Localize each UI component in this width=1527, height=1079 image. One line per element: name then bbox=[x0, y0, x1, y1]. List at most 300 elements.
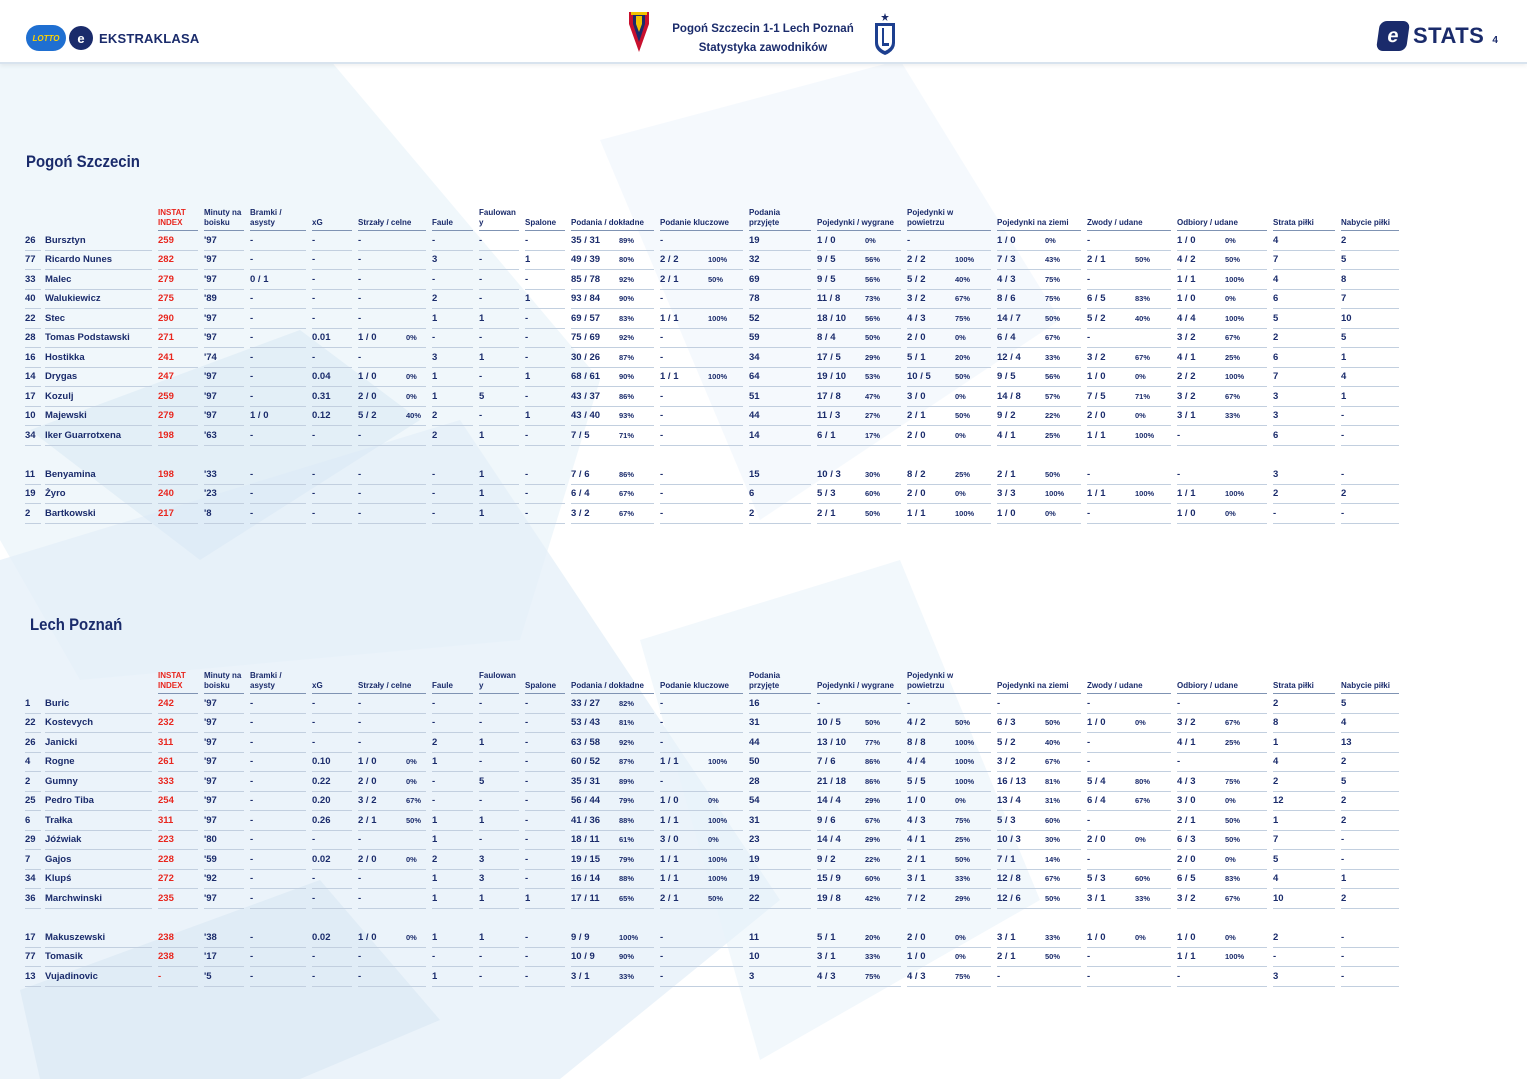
cell-shots: - bbox=[358, 967, 426, 987]
percentage: 83% bbox=[619, 313, 635, 323]
value: 17 / 8 bbox=[817, 390, 841, 402]
cell-ball-losses: 3 bbox=[1273, 387, 1335, 407]
table-row bbox=[25, 811, 1403, 831]
cell-ground-duels bbox=[997, 889, 1081, 909]
percentage: 67% bbox=[619, 508, 635, 518]
percentage: 0% bbox=[406, 854, 417, 864]
cell-aerial-duels bbox=[907, 967, 991, 987]
cell-offsides: - bbox=[525, 870, 565, 890]
value: 2 / 1 bbox=[1177, 814, 1196, 826]
percentage: 100% bbox=[1135, 489, 1155, 499]
cell-passes bbox=[571, 348, 654, 368]
player-name: Trałka bbox=[45, 811, 152, 831]
cell-shots: - bbox=[358, 504, 426, 524]
column-header-ground-duels: Pojedynki na ziemi bbox=[997, 670, 1081, 694]
cell-goals-assists: - bbox=[250, 831, 306, 851]
cell-offsides: - bbox=[525, 928, 565, 948]
percentage: 56% bbox=[865, 313, 881, 323]
cell-fouled: - bbox=[479, 753, 519, 773]
percentage: 0% bbox=[708, 796, 719, 806]
value: - bbox=[1177, 756, 1181, 768]
percentage: 33% bbox=[1135, 893, 1151, 903]
value: 4 / 2 bbox=[907, 717, 926, 729]
cell-duels bbox=[817, 504, 901, 524]
cell-fouled: - bbox=[479, 967, 519, 987]
value: 6 / 3 bbox=[997, 717, 1016, 729]
cell-received-passes: 19 bbox=[749, 231, 811, 251]
percentage: 88% bbox=[619, 874, 635, 884]
value: 1 / 0 bbox=[1177, 234, 1196, 246]
cell-goals-assists: - bbox=[250, 733, 306, 753]
cell-aerial-duels bbox=[907, 831, 991, 851]
value: 93 / 84 bbox=[571, 293, 601, 305]
value: 1 / 0 bbox=[1177, 507, 1196, 519]
value: 14 / 7 bbox=[997, 312, 1021, 324]
cell-duels bbox=[817, 889, 901, 909]
cell-key-passes bbox=[660, 465, 743, 485]
percentage: 61% bbox=[619, 835, 635, 845]
cell-shots: - bbox=[358, 694, 426, 714]
value: - bbox=[817, 697, 821, 709]
percentage: 60% bbox=[1045, 815, 1061, 825]
value: 49 / 39 bbox=[571, 254, 601, 266]
cell-goals-assists: - bbox=[250, 792, 306, 812]
percentage: 50% bbox=[1225, 835, 1241, 845]
value: 5 / 2 bbox=[358, 410, 377, 422]
percentage: 75% bbox=[955, 313, 971, 323]
value: 1 / 0 bbox=[907, 951, 926, 963]
cell-minutes: '80 bbox=[204, 831, 244, 851]
cell-fouled: 1 bbox=[479, 811, 519, 831]
value: - bbox=[907, 234, 911, 246]
percentage: 60% bbox=[1135, 874, 1151, 884]
player-number: 17 bbox=[25, 387, 41, 407]
percentage: 0% bbox=[1225, 235, 1236, 245]
column-header-aerial-duels: Pojedynki w powietrzu bbox=[907, 207, 991, 231]
value: 9 / 5 bbox=[817, 254, 836, 266]
column-header-tackles: Odbiory / udane bbox=[1177, 207, 1267, 231]
value: 12 / 8 bbox=[997, 873, 1021, 885]
cell-goals-assists: - bbox=[250, 714, 306, 734]
cell-ball-losses: 4 bbox=[1273, 231, 1335, 251]
cell-xg: - bbox=[312, 967, 352, 987]
value: 2 / 0 bbox=[907, 332, 926, 344]
cell-ball-recoveries: - bbox=[1341, 407, 1399, 427]
value: 2 / 0 bbox=[907, 429, 926, 441]
value: - bbox=[660, 717, 664, 729]
cell-aerial-duels bbox=[907, 772, 991, 792]
cell-ball-losses: 2 bbox=[1273, 694, 1335, 714]
cell-fouls: - bbox=[432, 792, 473, 812]
cell-instat-index: 238 bbox=[158, 948, 198, 968]
value: 4 / 3 bbox=[1177, 775, 1196, 787]
value: 5 / 2 bbox=[907, 273, 926, 285]
player-name: Majewski bbox=[45, 407, 152, 427]
cell-duels bbox=[817, 407, 901, 427]
cell-ball-losses: - bbox=[1273, 504, 1335, 524]
player-number: 77 bbox=[25, 948, 41, 968]
percentage: 87% bbox=[619, 352, 635, 362]
cell-fouled: 1 bbox=[479, 504, 519, 524]
player-number: 10 bbox=[25, 407, 41, 427]
value: 1 / 0 bbox=[907, 795, 926, 807]
cell-ball-recoveries: 10 bbox=[1341, 309, 1399, 329]
cell-minutes: '97 bbox=[204, 368, 244, 388]
player-number: 11 bbox=[25, 465, 41, 485]
cell-instat-index: 271 bbox=[158, 329, 198, 349]
player-number: 4 bbox=[25, 753, 41, 773]
value: 10 / 5 bbox=[817, 717, 841, 729]
value: 11 / 3 bbox=[817, 410, 841, 422]
percentage: 67% bbox=[406, 796, 422, 806]
cell-ball-recoveries: 2 bbox=[1341, 231, 1399, 251]
cell-key-passes bbox=[660, 928, 743, 948]
player-name: Tomas Podstawski bbox=[45, 329, 152, 349]
cell-tackles bbox=[1177, 831, 1267, 851]
cell-fouled: - bbox=[479, 407, 519, 427]
percentage: 0% bbox=[1225, 854, 1236, 864]
table-row bbox=[25, 948, 1403, 968]
percentage: 88% bbox=[619, 815, 635, 825]
cell-key-passes bbox=[660, 811, 743, 831]
cell-minutes: '38 bbox=[204, 928, 244, 948]
cell-ball-recoveries: - bbox=[1341, 967, 1399, 987]
cell-offsides: - bbox=[525, 694, 565, 714]
cell-passes bbox=[571, 694, 654, 714]
cell-shots bbox=[358, 407, 426, 427]
cell-received-passes: 31 bbox=[749, 714, 811, 734]
value: - bbox=[997, 697, 1001, 709]
player-name: Kostevych bbox=[45, 714, 152, 734]
match-score: Pogoń Szczecin 1-1 Lech Poznań bbox=[672, 23, 854, 35]
value: 4 / 3 bbox=[907, 970, 926, 982]
column-header-shots: Strzały / celne bbox=[358, 670, 426, 694]
cell-dribbles bbox=[1087, 733, 1171, 753]
table-header-row bbox=[25, 670, 1403, 694]
percentage: 79% bbox=[619, 854, 635, 864]
cell-aerial-duels bbox=[907, 407, 991, 427]
table-row bbox=[25, 792, 1403, 812]
cell-dribbles bbox=[1087, 368, 1171, 388]
cell-tackles bbox=[1177, 948, 1267, 968]
percentage: 100% bbox=[1225, 274, 1245, 284]
cell-received-passes: 3 bbox=[749, 967, 811, 987]
table-row bbox=[25, 368, 1403, 388]
cell-ball-recoveries: - bbox=[1341, 928, 1399, 948]
cell-aerial-duels bbox=[907, 309, 991, 329]
value: 4 / 3 bbox=[907, 814, 926, 826]
cell-ground-duels bbox=[997, 290, 1081, 310]
column-header-passes: Podania / dokładne bbox=[571, 207, 654, 231]
value: 68 / 61 bbox=[571, 371, 601, 383]
cell-xg: - bbox=[312, 870, 352, 890]
percentage: 0% bbox=[955, 333, 966, 343]
cell-dribbles bbox=[1087, 714, 1171, 734]
table-row bbox=[25, 485, 1403, 505]
value: 5 / 1 bbox=[907, 351, 926, 363]
value: 7 / 3 bbox=[997, 254, 1016, 266]
value: 75 / 69 bbox=[571, 332, 601, 344]
cell-dribbles bbox=[1087, 694, 1171, 714]
cell-shots: - bbox=[358, 426, 426, 446]
value: 1 / 0 bbox=[1177, 293, 1196, 305]
cell-key-passes bbox=[660, 485, 743, 505]
column-header-aerial-duels: Pojedynki w powietrzu bbox=[907, 670, 991, 694]
value: 2 / 1 bbox=[997, 951, 1016, 963]
value: 8 / 4 bbox=[817, 332, 836, 344]
cell-duels bbox=[817, 928, 901, 948]
cell-ball-recoveries: 13 bbox=[1341, 733, 1399, 753]
percentage: 50% bbox=[865, 508, 881, 518]
value: 43 / 40 bbox=[571, 410, 601, 422]
percentage: 87% bbox=[619, 757, 635, 767]
value: 3 / 2 bbox=[1087, 351, 1106, 363]
table-row bbox=[25, 290, 1403, 310]
cell-passes bbox=[571, 426, 654, 446]
table-row bbox=[25, 694, 1403, 714]
percentage: 100% bbox=[708, 874, 728, 884]
cell-instat-index: 311 bbox=[158, 733, 198, 753]
table-row bbox=[25, 753, 1403, 773]
cell-tackles bbox=[1177, 967, 1267, 987]
cell-aerial-duels bbox=[907, 504, 991, 524]
value: 10 / 5 bbox=[907, 371, 931, 383]
cell-ball-losses: 6 bbox=[1273, 348, 1335, 368]
cell-goals-assists: - bbox=[250, 426, 306, 446]
percentage: 90% bbox=[619, 372, 635, 382]
cell-goals-assists: - bbox=[250, 387, 306, 407]
cell-goals-assists: 1 / 0 bbox=[250, 407, 306, 427]
percentage: 25% bbox=[1225, 352, 1241, 362]
cell-goals-assists: 0 / 1 bbox=[250, 270, 306, 290]
percentage: 27% bbox=[865, 411, 881, 421]
cell-xg: - bbox=[312, 733, 352, 753]
cell-fouls: 1 bbox=[432, 967, 473, 987]
cell-key-passes bbox=[660, 407, 743, 427]
table-row bbox=[25, 231, 1403, 251]
cell-received-passes: 22 bbox=[749, 889, 811, 909]
player-name: Buric bbox=[45, 694, 152, 714]
column-header-duels: Pojedynki / wygrane bbox=[817, 670, 901, 694]
cell-received-passes: 51 bbox=[749, 387, 811, 407]
cell-tackles bbox=[1177, 368, 1267, 388]
value: - bbox=[660, 488, 664, 500]
cell-passes bbox=[571, 387, 654, 407]
percentage: 100% bbox=[708, 854, 728, 864]
cell-fouled: 1 bbox=[479, 889, 519, 909]
percentage: 42% bbox=[865, 893, 881, 903]
cell-xg: 0.10 bbox=[312, 753, 352, 773]
value: - bbox=[660, 775, 664, 787]
value: 6 / 4 bbox=[1087, 795, 1106, 807]
value: 3 / 1 bbox=[1177, 410, 1196, 422]
cell-tackles bbox=[1177, 387, 1267, 407]
cell-tackles bbox=[1177, 733, 1267, 753]
percentage: 56% bbox=[1045, 372, 1061, 382]
cell-shots bbox=[358, 329, 426, 349]
cell-dribbles bbox=[1087, 948, 1171, 968]
player-name: Bartkowski bbox=[45, 504, 152, 524]
cell-tackles bbox=[1177, 753, 1267, 773]
cell-offsides: - bbox=[525, 850, 565, 870]
player-number: 7 bbox=[25, 850, 41, 870]
cell-key-passes bbox=[660, 870, 743, 890]
percentage: 86% bbox=[619, 469, 635, 479]
percentage: 30% bbox=[865, 469, 881, 479]
cell-passes bbox=[571, 753, 654, 773]
cell-fouled: - bbox=[479, 792, 519, 812]
percentage: 33% bbox=[1225, 411, 1241, 421]
value: - bbox=[1087, 507, 1091, 519]
value: 3 / 2 bbox=[997, 756, 1016, 768]
cell-ball-losses: 6 bbox=[1273, 426, 1335, 446]
ball-logo-icon: e bbox=[69, 26, 93, 50]
player-number: 2 bbox=[25, 772, 41, 792]
cell-tackles bbox=[1177, 407, 1267, 427]
value: 6 / 1 bbox=[817, 429, 836, 441]
player-name: Malec bbox=[45, 270, 152, 290]
value: 1 / 0 bbox=[1087, 717, 1106, 729]
cell-dribbles bbox=[1087, 504, 1171, 524]
cell-ground-duels bbox=[997, 485, 1081, 505]
table-row bbox=[25, 850, 1403, 870]
cell-tackles bbox=[1177, 290, 1267, 310]
cell-duels bbox=[817, 309, 901, 329]
value: 7 / 5 bbox=[1087, 390, 1106, 402]
cell-goals-assists: - bbox=[250, 368, 306, 388]
value: - bbox=[1177, 429, 1181, 441]
cell-aerial-duels bbox=[907, 231, 991, 251]
table-row bbox=[25, 329, 1403, 349]
percentage: 89% bbox=[619, 235, 635, 245]
cell-minutes: '23 bbox=[204, 485, 244, 505]
value: 18 / 11 bbox=[571, 834, 600, 846]
value: 2 / 0 bbox=[1087, 834, 1106, 846]
cell-key-passes bbox=[660, 792, 743, 812]
percentage: 100% bbox=[1225, 313, 1245, 323]
value: 13 / 10 bbox=[817, 736, 847, 748]
value: 4 / 3 bbox=[907, 312, 926, 324]
cell-offsides: - bbox=[525, 426, 565, 446]
column-header-goals-assists: Bramki / asysty bbox=[250, 207, 306, 231]
cell-ground-duels bbox=[997, 753, 1081, 773]
page-header bbox=[0, 0, 1527, 64]
cell-tackles bbox=[1177, 928, 1267, 948]
cell-received-passes: 64 bbox=[749, 368, 811, 388]
cell-shots: - bbox=[358, 465, 426, 485]
percentage: 77% bbox=[865, 737, 881, 747]
cell-minutes: '97 bbox=[204, 387, 244, 407]
cell-ball-recoveries: 8 bbox=[1341, 270, 1399, 290]
cell-passes bbox=[571, 733, 654, 753]
player-name: Janicki bbox=[45, 733, 152, 753]
value: - bbox=[1087, 273, 1091, 285]
value: 2 / 0 bbox=[907, 488, 926, 500]
cell-received-passes: 28 bbox=[749, 772, 811, 792]
column-header-shots: Strzały / celne bbox=[358, 207, 426, 231]
player-name: Vujadinovic bbox=[45, 967, 152, 987]
cell-aerial-duels bbox=[907, 270, 991, 290]
player-number: 77 bbox=[25, 251, 41, 271]
value: 1 / 1 bbox=[1087, 429, 1106, 441]
away-player-stats-table bbox=[25, 670, 1403, 987]
cell-shots: - bbox=[358, 348, 426, 368]
team-title-home: Pogoń Szczecin bbox=[26, 152, 140, 171]
header-spacer bbox=[45, 207, 152, 231]
cell-xg: 0.26 bbox=[312, 811, 352, 831]
cell-xg: - bbox=[312, 231, 352, 251]
header-spacer bbox=[25, 207, 41, 231]
percentage: 100% bbox=[955, 737, 975, 747]
percentage: 100% bbox=[1225, 372, 1245, 382]
cell-tackles bbox=[1177, 251, 1267, 271]
value: 5 / 2 bbox=[1087, 312, 1106, 324]
value: 1 / 0 bbox=[997, 234, 1016, 246]
player-number: 6 bbox=[25, 811, 41, 831]
stats-logo bbox=[1378, 21, 1498, 51]
cell-ball-recoveries: - bbox=[1341, 831, 1399, 851]
percentage: 25% bbox=[955, 835, 971, 845]
cell-minutes: '97 bbox=[204, 309, 244, 329]
cell-xg: 0.31 bbox=[312, 387, 352, 407]
percentage: 0% bbox=[406, 333, 417, 343]
cell-fouled: 1 bbox=[479, 309, 519, 329]
value: 3 / 2 bbox=[1177, 390, 1196, 402]
value: 69 / 57 bbox=[571, 312, 601, 324]
value: 5 / 4 bbox=[1087, 775, 1106, 787]
cell-duels bbox=[817, 368, 901, 388]
percentage: 100% bbox=[955, 776, 975, 786]
cell-offsides: - bbox=[525, 485, 565, 505]
cell-ground-duels bbox=[997, 387, 1081, 407]
cell-passes bbox=[571, 485, 654, 505]
cell-minutes: '17 bbox=[204, 948, 244, 968]
cell-fouled: - bbox=[479, 251, 519, 271]
value: 1 / 0 bbox=[997, 507, 1016, 519]
percentage: 47% bbox=[865, 391, 881, 401]
table-row bbox=[25, 733, 1403, 753]
cell-dribbles bbox=[1087, 348, 1171, 368]
percentage: 50% bbox=[708, 893, 724, 903]
column-header-key-passes: Podanie kluczowe bbox=[660, 207, 743, 231]
column-header-offsides: Spalone bbox=[525, 670, 565, 694]
value: 13 / 4 bbox=[997, 795, 1021, 807]
cell-offsides: - bbox=[525, 504, 565, 524]
team-title-away: Lech Poznań bbox=[30, 615, 123, 634]
cell-ground-duels bbox=[997, 348, 1081, 368]
percentage: 100% bbox=[619, 932, 639, 942]
cell-xg: - bbox=[312, 714, 352, 734]
cell-tackles bbox=[1177, 811, 1267, 831]
percentage: 0% bbox=[955, 489, 966, 499]
player-name: Benyamina bbox=[45, 465, 152, 485]
percentage: 50% bbox=[955, 718, 971, 728]
player-number: 22 bbox=[25, 309, 41, 329]
column-header-key-passes: Podanie kluczowe bbox=[660, 670, 743, 694]
percentage: 92% bbox=[619, 333, 635, 343]
value: 19 / 10 bbox=[817, 371, 847, 383]
cell-instat-index: 228 bbox=[158, 850, 198, 870]
cell-minutes: '97 bbox=[204, 694, 244, 714]
percentage: 0% bbox=[865, 235, 876, 245]
percentage: 25% bbox=[1045, 430, 1061, 440]
cell-shots bbox=[358, 772, 426, 792]
cell-ball-recoveries: 1 bbox=[1341, 348, 1399, 368]
percentage: 25% bbox=[1225, 737, 1241, 747]
cell-fouls: 2 bbox=[432, 290, 473, 310]
cell-ground-duels bbox=[997, 772, 1081, 792]
value: - bbox=[660, 293, 664, 305]
